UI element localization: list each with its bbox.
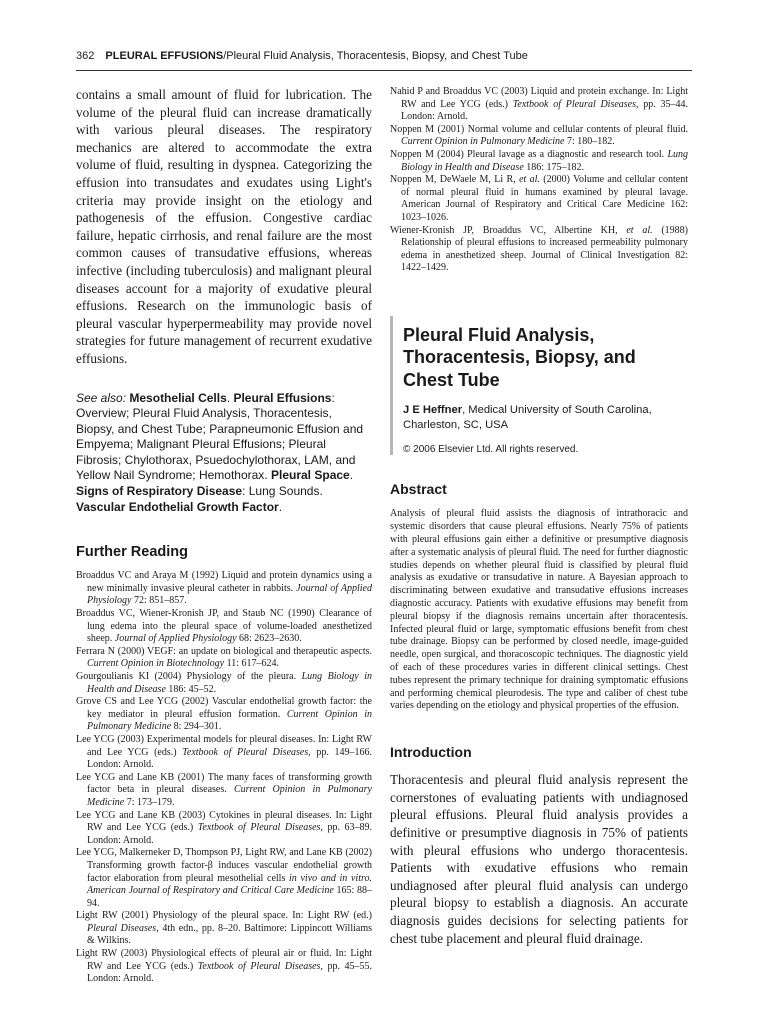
reference-item: Light RW (2001) Physiology of the pleural space. In: Light RW (ed.) Pleural Diseases, 4th edn., pp. 8–20. Baltimore: Lippincott Williams & Wilkins.	[76, 910, 372, 947]
reference-item: Lee YCG, Malkerneker D, Thompson PJ, Light RW, and Lane KB (2002) Transforming growth factor-β induces vascular endothelial growth factor elaboration from pleural mesothelial cells in vivo and in vitro. American Journal of Respiratory and Critical Care Medicine 165: 88–94.	[76, 847, 372, 909]
running-title-section: PLEURAL EFFUSIONS	[105, 50, 224, 62]
reference-item: Nahid P and Broaddus VC (2003) Liquid and protein exchange. In: Light RW and Lee YCG (eds.) Textbook of Pleural Diseases, pp. 35–44. London: Arnold.	[390, 86, 688, 123]
reference-item: Grove CS and Lee YCG (2002) Vascular endothelial growth factor: the key mediator in pleural effusion formation. Current Opinion in Pulmonary Medicine 8: 294–301.	[76, 696, 373, 733]
see-also-link-4[interactable]: Signs of Respiratory Disease	[76, 484, 243, 499]
see-also-link-5[interactable]: Vascular Endothelial Growth Factor	[76, 499, 279, 514]
reference-item: Gourgoulianis KI (2004) Physiology of the pleura. Lung Biology in Health and Disease 186: 45–52.	[76, 671, 372, 695]
introduction-text: Thoracentesis and pleural fluid analysis represent the cornerstones of evaluating patients with undiagnosed pleural effusions. Pleural fluid analysis provides a definitive or presumptive diagnosis in 75% of patients with pleural effusions who undergo thoracentesis. Patients with exudative effusions who remain undiagnosed after pleural fluid analysis can undergo pleural biopsy to establish a diagnosis. An accurate diagnosis guides decisions for selecting patients for chest tube placement and pleural fluid drainage.	[390, 772, 688, 946]
abstract-heading: Abstract	[390, 481, 447, 498]
reference-item: Lee YCG and Lane KB (2001) The many faces of transforming growth factor beta in pleural diseases. Current Opinion in Pulmonary Medicine 7: 173–179.	[76, 771, 372, 808]
see-also-link-1[interactable]: Mesothelial Cells	[129, 390, 227, 405]
article-title: Pleural Fluid Analysis, Thoracentesis, Biopsy, and Chest Tube	[403, 324, 636, 390]
author-name: J E Heffner	[403, 404, 463, 417]
reference-item: Noppen M (2001) Normal volume and cellular contents of pleural fluid. Current Opinion in Pulmonary Medicine 7: 180–182.	[390, 123, 688, 148]
abstract-text: Analysis of pleural fluid assists the diagnosis of intrathoracic and systemic disorders that cause pleural effusions. Nearly 75% of patients with pleural effusions gain either a definitive or presumptive diagnosis after a systematic analysis of pleural fluid. The need for further diagnostic studies depends on whether pleural fluid is classified by pleural fluid analysis as exudative or transudative in nature. A Bayesian approach to discriminating between exudative and transudative effusions increases diagnostic accuracy. Patients with exudative effusions may benefit from pleural biopsy if the diagnosis remains uncertain after thoracentesis. Infected pleural fluid or large, symptomatic effusions benefit from chest tube drainage. Biopsy can be performed by closed needle, image-guided needle, open surgical, and thoracoscopic techniques. The diagnostic yield of each of these procedures varies in different clinical settings. Chest tubes represent the primary technique for draining symptomatic effusions and performing chemical pleurodesis. The type and caliber of chest tube varies depending on the etiology and physical properties of the effusion.	[390, 508, 688, 712]
reference-item: Wiener-Kronish JP, Broaddus VC, Albertine KH, et al. (1988) Relationship of pleural effusions to increased permeability pulmonary edema in anesthetized sheep. Journal of Clinical Investigation 82: 1422–1429.	[390, 224, 688, 274]
reference-item: Ferrara N (2000) VEGF: an update on biological and therapeutic aspects. Current Opinion in Biotechnology 11: 617–624.	[76, 645, 372, 670]
body-paragraph: contains a small amount of fluid for lubrication. The volume of the pleural fluid can increase dramatically with various pleural diseases. The respiratory mechanics are altered to accommodate the extra volume of fluid, resulting in dyspnea. Categorizing the effusion into transudates and exudates using Light's criteria may provide insight on the etiology and pathogenesis of the effusion. Congestive cardiac failure, hepatic cirrhosis, and renal failure are the most common causes of transudative effusions, whereas infective (including tuberculosis) and malignant pleural diseases account for a majority of exudative pleural effusions. Research on the immunologic basis of pleural vascular hyperpermeability may provide novel strategies for future management of recurrent exudative effusions.	[76, 87, 372, 366]
header-rule	[76, 70, 692, 71]
reference-item: Noppen M, DeWaele M, Li R, et al. (2000) Volume and cellular content of normal pleural fluid in humans examined by pleural lavage. American Journal of Respiratory and Critical Care Medicine 162: 1023–1026.	[390, 174, 688, 223]
reference-list-left	[76, 570, 372, 986]
running-title-article: /Pleural Fluid Analysis, Thoracentesis, Biopsy, and Chest Tube	[223, 50, 528, 62]
article-title-block	[390, 316, 688, 456]
see-also-text-3: .	[349, 468, 354, 483]
further-reading-heading: Further Reading	[76, 544, 188, 561]
page-number: 362	[76, 50, 95, 62]
copyright: © 2006 Elsevier Ltd. All rights reserved.	[403, 444, 579, 456]
affiliation: , Medical University of South Carolina, Charleston, SC, USA	[403, 404, 652, 432]
reference-item: Light RW (2003) Physiological effects of pleural air or fluid. In: Light RW and Lee YCG (eds.) Textbook of Pleural Diseases, pp. 45–55. London: Arnold.	[76, 948, 372, 985]
reference-item: Lee YCG (2003) Experimental models for pleural diseases. In: Light RW and Lee YCG (eds.) Textbook of Pleural Diseases, pp. 149–166. London: Arnold.	[76, 733, 373, 771]
see-also	[76, 391, 372, 516]
see-also-text-4: : Lung Sounds.	[242, 484, 323, 499]
introduction-heading: Introduction	[390, 744, 472, 761]
author-affiliation	[403, 403, 688, 433]
reference-item: Broaddus VC, Wiener-Kronish JP, and Staub NC (1990) Clearance of lung edema into the pleural space of volume-loaded anesthetized sheep. Journal of Applied Physiology 68: 2623–2630.	[76, 608, 372, 645]
reference-item: Broaddus VC and Araya M (1992) Liquid and protein dynamics using a new minimally invasive pleural catheter in rabbits. Journal of Applied Physiology 72: 851–857.	[76, 570, 372, 607]
see-also-text-1: .	[226, 390, 231, 405]
see-also-link-3[interactable]: Pleural Space	[271, 468, 350, 483]
left-column	[76, 86, 372, 986]
running-header	[76, 50, 692, 62]
right-column	[390, 86, 688, 947]
reference-item: Lee YCG and Lane KB (2003) Cytokines in pleural diseases. In: Light RW and Lee YCG (eds.) Textbook of Pleural Diseases, pp. 63–89. London: Arnold.	[76, 809, 372, 846]
see-also-text-2: : Overview; Pleural Fluid Analysis, Thoracentesis, Biopsy, and Chest Tube; Parapneumonic Effusion and Empyema; Malignant Pleural Effusions; Pleural Fibrosis; Chylothorax, Psuedochylothorax, LAM, and Yellow Nail Syndrome; Hemothorax.	[76, 390, 364, 483]
reference-list-right	[390, 86, 688, 275]
reference-item: Noppen M (2004) Pleural lavage as a diagnostic and research tool. Lung Biology in Health and Disease 186: 175–182.	[390, 148, 688, 173]
see-also-link-2[interactable]: Pleural Effusions	[233, 390, 332, 405]
see-also-text-5: .	[278, 499, 283, 514]
see-also-prefix: See also:	[76, 390, 127, 405]
